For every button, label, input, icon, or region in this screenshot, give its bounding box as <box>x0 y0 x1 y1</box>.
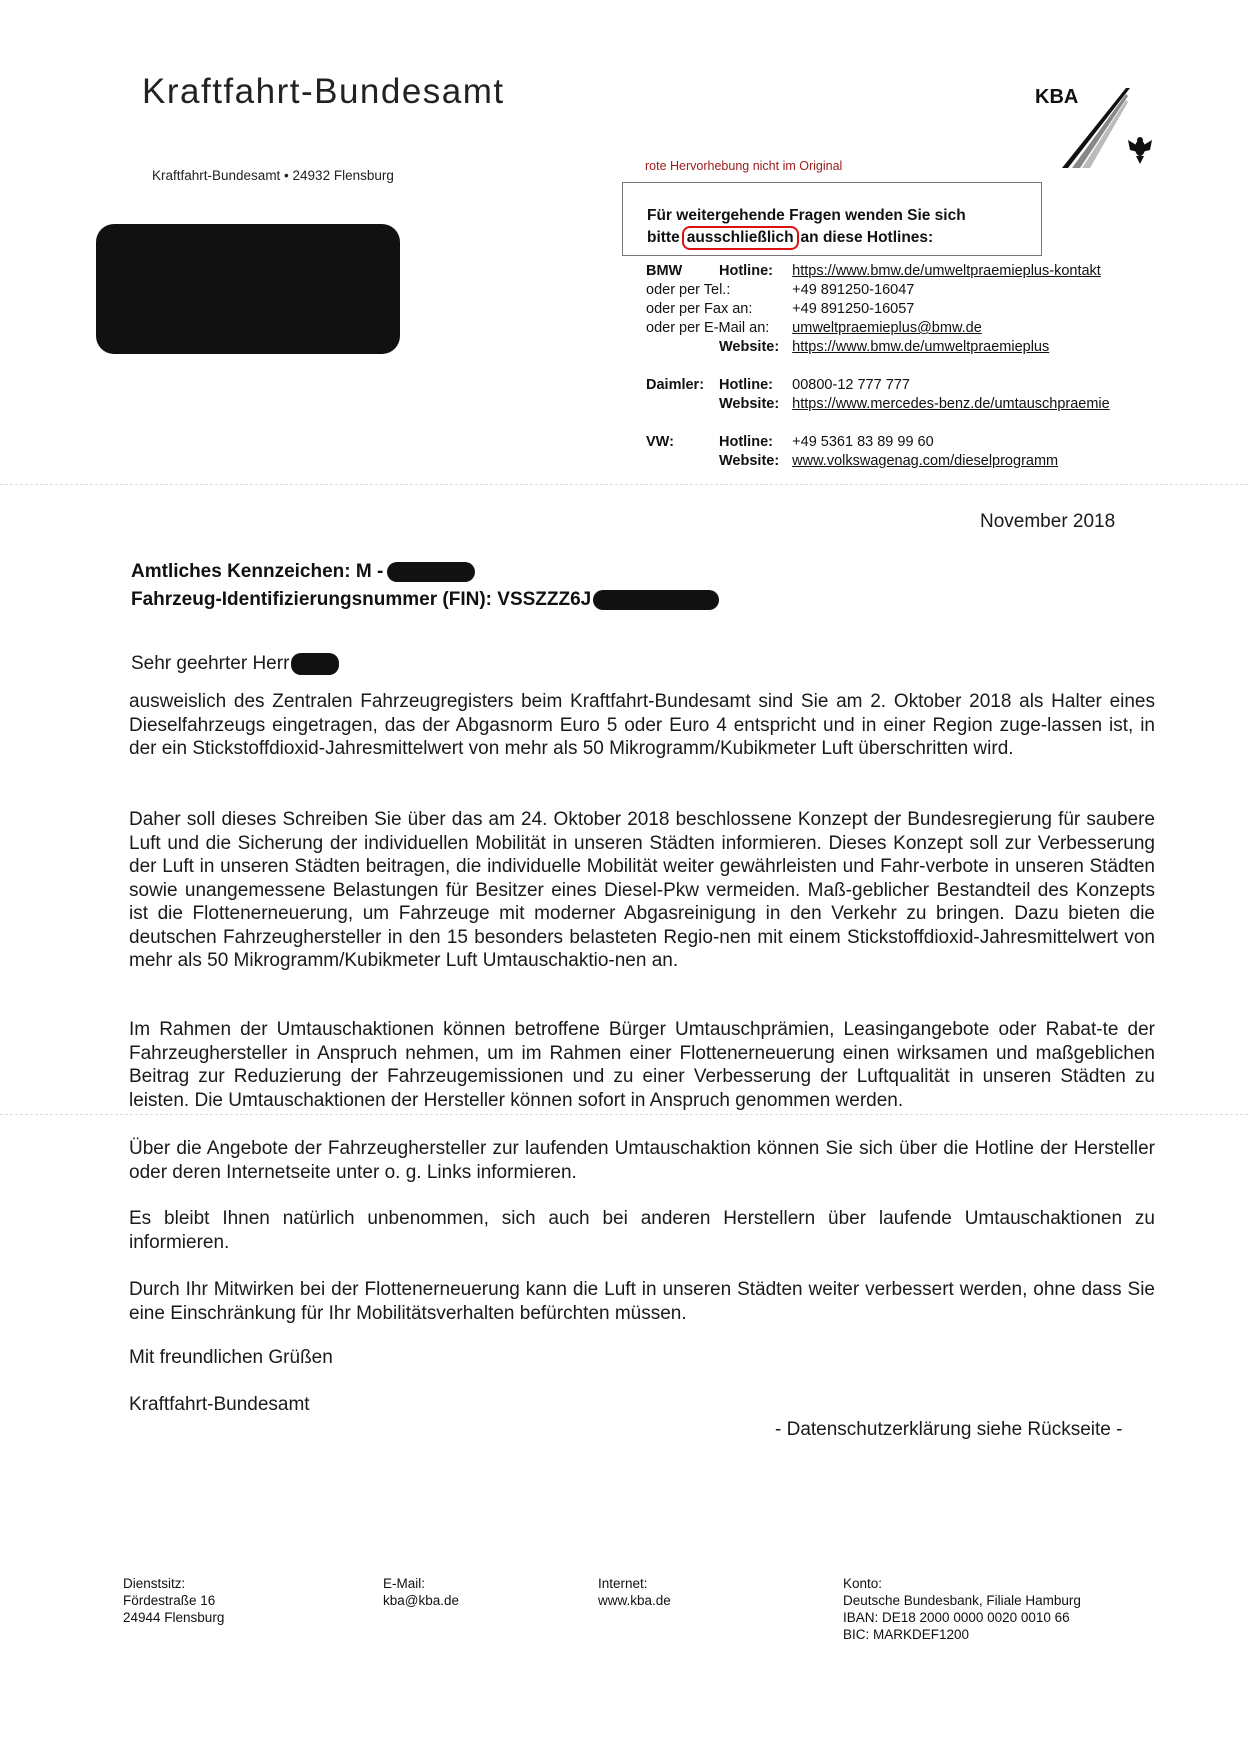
scan-fold-line-2 <box>0 1114 1248 1115</box>
paragraph-1: ausweislich des Zentralen Fahrzeugregisters beim Kraftfahrt-Bundesamt sind Sie am 2. Oktober 2018 als Halter eines Dieselfahrzeugs eingetragen, das der Abgasnorm Euro 5 oder Euro 4 entspricht und in einer Region zuge-lassen ist, in der ein Stickstoffdioxid-Jahresmittelwert von mehr als 50 Mikrogramm/Kubikmeter Luft überschritten wird. <box>129 691 1155 759</box>
closing: Mit freundlichen Grüßen <box>129 1347 333 1368</box>
hotline-intro-post: an diese Hotlines: <box>800 229 934 246</box>
footer-email-label: E-Mail: <box>383 1576 426 1591</box>
bmw-website-row <box>646 338 1110 357</box>
bmw-hotline-label: Hotline: <box>719 263 773 279</box>
vw-website-row <box>646 452 1110 471</box>
footer-internet-label: Internet: <box>598 1576 648 1591</box>
bmw-hotline-link[interactable]: https://www.bmw.de/umweltpraemieplus-kontakt <box>792 263 1101 279</box>
privacy-note: - Datenschutzerklärung siehe Rückseite - <box>775 1419 1123 1440</box>
bmw-fax-row <box>646 300 1110 319</box>
federal-eagle-icon <box>1128 137 1152 164</box>
bmw-tel: +49 891250-16047 <box>792 282 915 298</box>
signature: Kraftfahrt-Bundesamt <box>129 1394 310 1415</box>
footer-email-link[interactable]: kba@kba.de <box>383 1593 460 1608</box>
return-address: Kraftfahrt-Bundesamt • 24932 Flensburg <box>152 168 394 183</box>
kba-logo-stroke-2 <box>1072 94 1128 168</box>
vw-website-label: Website: <box>719 453 780 469</box>
daimler-website-label: Website: <box>719 396 780 412</box>
redacted-name <box>291 653 339 675</box>
vw-hotline: +49 5361 83 89 99 60 <box>792 434 934 450</box>
footer-account <box>843 1575 1081 1643</box>
bmw-email-row <box>646 319 1110 338</box>
letter-date: November 2018 <box>980 511 1116 532</box>
maker-daimler: Daimler: <box>646 377 705 393</box>
paragraph-2: Daher soll dieses Schreiben Sie über das am 24. Oktober 2018 beschlossene Konzept der Bundesregierung für saubere Luft und die Sicherung der individuellen Mobilität in unseren Städten informieren. Dieses Konzept soll zur Verbesserung der Luft in unseren Städten beitragen, die individuelle Mobilität weiter gewährleisten und Fahr-verbote in unseren Städten sowie unangemessene Belastungen für Besitzer eines Diesel-Pkw vermeiden. Maß-geblicher Bestandteil des Konzepts ist die Flottenerneuerung, um Fahrzeuge mit moderner Abgasreinigung in den Verkehr zu bringen. Dazu bieten die deutschen Fahrzeughersteller in den 15 besonders belasteten Regio-nen mit einem Stickstoffdioxid-Jahresmittelwert von mehr als 50 Mikrogramm/Kubikmeter Luft Umtauschaktio-nen an. <box>129 809 1155 971</box>
daimler-hotline: 00800-12 777 777 <box>792 377 910 393</box>
highlight-note: rote Hervorhebung nicht im Original <box>645 159 843 173</box>
bmw-email-link[interactable]: umweltpraemieplus@bmw.de <box>792 320 982 336</box>
redacted-fin <box>593 590 719 610</box>
manufacturer-contacts <box>646 262 1110 471</box>
daimler-website-link[interactable]: https://www.mercedes-benz.de/umtauschpraemie <box>792 396 1110 412</box>
maker-vw: VW: <box>646 434 674 450</box>
vw-hotline-label: Hotline: <box>719 434 773 450</box>
bmw-website-link[interactable]: https://www.bmw.de/umweltpraemieplus <box>792 339 1050 355</box>
letterhead-title: Kraftfahrt-Bundesamt <box>142 72 505 111</box>
footer-bank: Deutsche Bundesbank, Filiale Hamburg <box>843 1593 1081 1608</box>
bmw-fax: +49 891250-16057 <box>792 301 915 317</box>
hotline-intro <box>647 206 966 250</box>
footer-office-city: 24944 Flensburg <box>123 1610 225 1625</box>
footer-office-street: Fördestraße 16 <box>123 1593 216 1608</box>
kba-logo-stroke-3 <box>1082 100 1128 168</box>
paragraph-4: Über die Angebote der Fahrzeughersteller zur laufenden Umtauschaktion können Sie sich über die Hotline der Hersteller oder deren Internetseite unter o. g. Links informieren. <box>129 1138 1155 1183</box>
redacted-address <box>96 224 400 354</box>
footer-account-label: Konto: <box>843 1576 883 1591</box>
fin-line <box>131 586 719 614</box>
fin-label: Fahrzeug-Identifizierungsnummer (FIN): VSSZZZ6J <box>131 589 592 610</box>
footer-internet-link[interactable]: www.kba.de <box>598 1593 671 1608</box>
salutation <box>131 653 339 675</box>
footer-office-label: Dienstsitz: <box>123 1576 186 1591</box>
footer-iban: IBAN: DE18 2000 0000 0020 0010 66 <box>843 1610 1070 1625</box>
daimler-hotline-label: Hotline: <box>719 377 773 393</box>
footer-bic: BIC: MARKDEF1200 <box>843 1627 970 1642</box>
salutation-text: Sehr geehrter Herr <box>131 653 290 675</box>
bmw-tel-label: oder per Tel.: <box>646 282 731 298</box>
vw-website-link[interactable]: www.volkswagenag.com/dieselprogramm <box>792 453 1059 469</box>
bmw-tel-row <box>646 281 1110 300</box>
footer-email <box>383 1575 459 1609</box>
scan-fold-line <box>0 484 1248 485</box>
daimler-website-row <box>646 395 1110 414</box>
maker-bmw: BMW <box>646 263 683 279</box>
footer-office <box>123 1575 224 1626</box>
license-plate-line <box>131 558 719 586</box>
daimler-hotline-row <box>646 376 1110 395</box>
highlighted-word: ausschließlich <box>682 226 799 250</box>
bmw-fax-label: oder per Fax an: <box>646 301 753 317</box>
hotline-intro-line2 <box>647 226 966 250</box>
bmw-hotline-row <box>646 262 1110 281</box>
vehicle-reference <box>131 558 719 614</box>
bmw-website-label: Website: <box>719 339 780 355</box>
hotline-intro-pre: bitte <box>647 229 680 246</box>
kba-logo-icon <box>1058 84 1158 180</box>
kba-logo-text: KBA <box>1035 86 1079 108</box>
hotline-intro-line1: Für weitergehende Fragen wenden Sie sich <box>647 207 966 224</box>
license-plate-label: Amtliches Kennzeichen: M - <box>131 561 384 582</box>
paragraph-3: Im Rahmen der Umtauschaktionen können betroffene Bürger Umtauschprämien, Leasingangebote oder Rabat-te der Fahrzeughersteller in Anspruch nehmen, um im Rahmen einer Flottenerneuerung einen wirksamen und maßgeblichen Beitrag zur Reduzierung der Fahrzeugemissionen und zu einer Verbesserung der Luftqualität in unseren Städten zu leisten. Die Umtauschaktionen der Hersteller können sofort in Anspruch genommen werden. <box>129 1019 1155 1111</box>
paragraph-6: Durch Ihr Mitwirken bei der Flottenerneuerung kann die Luft in unseren Städten weiter verbessert werden, ohne dass Sie eine Einschränkung für Ihr Mobilitätsverhalten befürchten müssen. <box>129 1279 1155 1324</box>
redacted-plate <box>387 562 475 582</box>
footer-internet <box>598 1575 671 1609</box>
bmw-email-label: oder per E-Mail an: <box>646 320 770 336</box>
paragraph-5: Es bleibt Ihnen natürlich unbenommen, sich auch bei anderen Herstellern über laufende Umtauschaktionen zu informieren. <box>129 1208 1155 1253</box>
vw-hotline-row <box>646 433 1110 452</box>
